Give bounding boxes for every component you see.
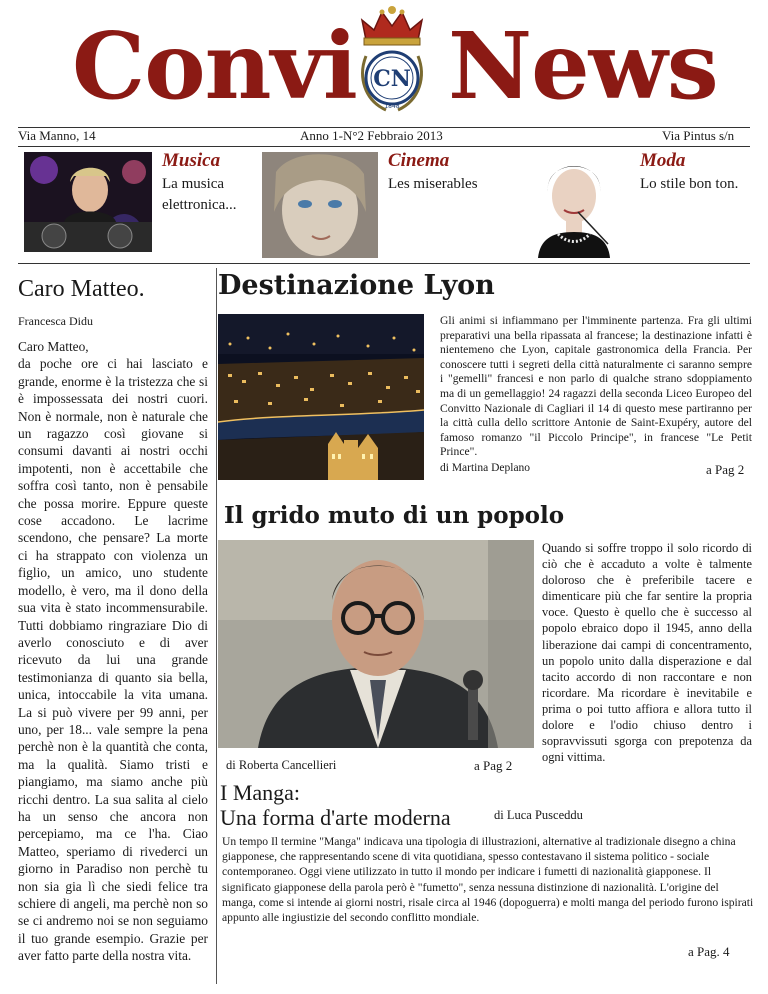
crest-logo-icon bbox=[352, 4, 432, 116]
section-title-cinema[interactable]: Cinema bbox=[388, 150, 450, 171]
section-text-musica: La musica elettronica... bbox=[162, 176, 237, 213]
sections-divider bbox=[18, 263, 750, 264]
manga-article-title[interactable] bbox=[220, 780, 451, 830]
lyon-article-author: di Martina Deplano bbox=[440, 462, 531, 474]
section-text-cinema: Les miserables bbox=[388, 176, 478, 192]
masthead-bottom-rule bbox=[18, 146, 750, 147]
lyon-photo[interactable] bbox=[218, 314, 424, 480]
grido-article-title[interactable]: Il grido muto di un popolo bbox=[224, 502, 565, 529]
manga-article-text: Un tempo Il termine "Manga" indicava una tipologia di illustrazioni, alternative al tradizionale disegno a china giapponese, che rappresentando scene di vita quotidiana, spesso contestavano il sistema politico - sociale contemporaneo. Oggi viene utilizzato in tutto il mondo per indicare i fumetti di nazionalità giapponese. Il significato giapponese della parola però è "fumetto", senza nessuna distinzione di nazionalità. L'origine del manga, come si intende ai giorni nostri, risale circa al 1946 (dopoguerra) e molti manga del periodo furono ispirati appunto alle ingiustizie del secondo conflitto mondiale. bbox=[222, 835, 754, 925]
manga-title-line2: Una forma d'arte moderna bbox=[220, 805, 451, 830]
logo-year: 1848 bbox=[384, 103, 400, 110]
manga-article-author: di Luca Pusceddu bbox=[494, 808, 583, 822]
musica-thumbnail[interactable] bbox=[24, 152, 152, 252]
caro-matteo-text: da poche ore ci hai lasciato e grande, enorme è la tristezza che si è impossessata dei nostri cuori. Non è normale, non è naturale che un ragazzo così giovane si consumi davanti ai nostri occhi impotenti, non è accettabile che soffra così tanto, non è pensabile che possa morire. Eppure queste cose accadono. Le lacrime scendono, che pensare? La morte ci ha strappato con violenza un figlio, un amico, uno studente modello, è vero, ma il dono della sua vita è stato incommensurabile. Tutti dobbiamo ringraziare Dio di averlo conosciuto e di aver ricevuto da lui una grande testimonianza di quanto sia bella, unica, intoccabile la vita umana. La si può vivere per 99 anni, per uno, per 18... vale sempre la pena perchè non è la quantità che conta, ma la qualità. Siamo tristi e piangiamo, ma siamo anche più ricchi dentro. La sua salita al cielo ha un senso che ancora non percepiamo, ma ce l'ha. Ciao Matteo, speriamo di rivederci un giorno in Paradiso non perchè tu non sia gia lì che siedi felice tra schiere di angeli, ma perchè non so se ci andremo noi se non seguiamo il tuo grande esempio. Grazie per aver fatto parte della nostra vita. bbox=[18, 356, 208, 964]
caro-matteo-title[interactable]: Caro Matteo. bbox=[18, 276, 145, 302]
lyon-page-link[interactable]: a Pag 2 bbox=[706, 462, 745, 477]
issue-info: Anno 1-N°2 Febbraio 2013 bbox=[300, 128, 443, 143]
address-left: Via Manno, 14 bbox=[18, 128, 96, 143]
manga-page-link[interactable]: a Pag. 4 bbox=[688, 944, 730, 959]
cinema-thumbnail[interactable] bbox=[262, 152, 378, 258]
grido-article-text: Quando si soffre troppo il solo ricordo di ciò che è accaduto a volte è talmente doloroso che è preferibile tacere e dimenticare più che far sentire la propria voce. Questo è quello che è successo al popolo ebraico dopo il 1945, anno della liberazione dai campi di concentramento, un popolo unito dalla disperazione e dal tacito accordo di non raccontare e non ricordare. Ma ricordare è inevitabile e prima o poi tutto affiora e allora tutto il dolore e l'odio chiuso dentro i sopravvissuti sgorga con prepotenza da ogni vittima. bbox=[542, 541, 752, 765]
section-title-moda[interactable]: Moda bbox=[640, 150, 686, 171]
column-divider bbox=[216, 268, 217, 984]
lyon-article-text: Gli animi si infiammano per l'imminente partenza. Fra gli ultimi preparativi una bella ripassata al francese; la destinazione infatti è nientemeno che Lyon, capitale gastronomica della Francia. Per conoscere tutti i segreti della città naturalmente ci saranno sempre i "gemelli" francesi e non parlo di qualche strano sdoppiamento ma di un gemellaggio! 24 ragazzi della seconda Liceo Europeo del Convitto Nazionale di Cagliari il 14 di questo mese partiranno per la città culla dello scrittore Antonie de Saint-Exupéry, autore del famoso romanzo "il Piccolo Principe", in francese "Le Petit Prince". bbox=[440, 314, 752, 459]
masthead-title-left: Convi bbox=[72, 12, 357, 120]
address-right: Via Pintus s/n bbox=[662, 128, 735, 143]
manga-title-line1: I Manga: bbox=[220, 780, 301, 805]
section-text-moda: Lo stile bon ton. bbox=[640, 176, 739, 192]
grido-article-author: di Roberta Cancellieri bbox=[226, 758, 337, 772]
masthead-title-right: News bbox=[448, 12, 718, 120]
moda-thumbnail[interactable] bbox=[518, 152, 630, 258]
section-title-musica[interactable]: Musica bbox=[162, 150, 221, 171]
grido-page-link[interactable]: a Pag 2 bbox=[474, 758, 513, 773]
logo-letters: CN bbox=[373, 66, 411, 92]
caro-matteo-body bbox=[18, 338, 208, 965]
lyon-article-title[interactable]: Destinazione Lyon bbox=[218, 270, 495, 301]
caro-matteo-salutation: Caro Matteo, bbox=[18, 339, 89, 354]
caro-matteo-author: Francesca Didu bbox=[18, 314, 93, 328]
grido-photo[interactable] bbox=[218, 540, 534, 748]
